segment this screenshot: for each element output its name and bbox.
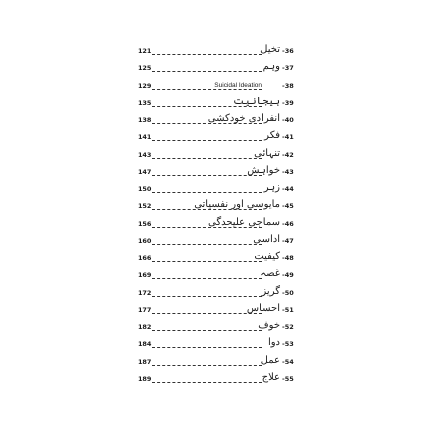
toc-page-number: 125 [138, 64, 152, 73]
toc-page-number: 187 [138, 357, 152, 366]
toc-entry-title: کیفیت [254, 251, 280, 262]
toc-entry [0, 44, 430, 61]
toc-leader-line [152, 347, 262, 348]
toc-page-number: 152 [138, 202, 152, 211]
toc-leader-line [152, 365, 262, 366]
toc-entry [0, 182, 430, 199]
toc-entry-number: -40 [282, 116, 294, 124]
toc-entry-title: زہر [263, 182, 280, 193]
toc-entry-number: -55 [282, 374, 294, 383]
toc-page-number: 129 [138, 81, 152, 90]
toc-entry-title: سماجی علیحدگی [208, 216, 280, 228]
toc-entry [0, 337, 430, 354]
toc-entry [0, 355, 430, 372]
toc-page-number: 156 [138, 219, 152, 228]
toc-leader-line [152, 175, 262, 176]
toc-entry-number: -39 [282, 98, 294, 107]
toc-entry [0, 234, 430, 251]
toc-entry [0, 286, 430, 303]
toc-page-number: 166 [138, 254, 152, 262]
toc-entry-title: ہیجانیت [233, 95, 280, 107]
toc-entry [0, 79, 430, 96]
toc-entry-number: -47 [282, 236, 294, 245]
toc-leader-line [152, 278, 262, 279]
toc-page-number: 189 [138, 374, 152, 383]
toc-entry [0, 251, 430, 268]
toc-page-number: 150 [138, 185, 152, 193]
toc-page-number: 172 [138, 288, 152, 297]
toc-entry-number: -53 [282, 340, 294, 349]
toc-entry [0, 165, 430, 182]
toc-entry-number: -45 [282, 202, 294, 211]
toc-leader-line [152, 330, 262, 331]
toc-entry-title: اداسی [253, 233, 280, 245]
toc-entry-number: -44 [282, 185, 294, 193]
toc-entry-title: خواہش [247, 164, 280, 176]
toc-entry-title: انفرادی خودکشی [207, 113, 280, 124]
toc-entry-title: خوف [258, 320, 280, 331]
toc-page-number: 147 [138, 167, 152, 176]
toc-entry [0, 268, 430, 285]
toc-entry [0, 217, 430, 234]
toc-entry [0, 320, 430, 337]
toc-entry-title: وہم [262, 61, 280, 73]
toc-entry-number: -36 [282, 47, 294, 55]
toc-page-number: 177 [138, 305, 152, 314]
toc-page-number: 184 [138, 340, 152, 349]
toc-page-number: 182 [138, 323, 152, 331]
toc-entry-number: -50 [282, 288, 294, 297]
toc-page-number: 143 [138, 150, 152, 159]
toc-entry-number: -46 [282, 219, 294, 228]
toc-page-number: 160 [138, 236, 152, 245]
toc-entry [0, 303, 430, 320]
toc-entry-number: -48 [282, 254, 294, 262]
toc-leader-line [152, 71, 262, 72]
toc-entry [0, 372, 430, 389]
toc-entry-title: تخيل [260, 44, 280, 55]
toc-entry-number: -37 [282, 64, 294, 73]
toc-leader-line [152, 296, 262, 297]
toc-leader-line [152, 313, 262, 314]
toc-entry [0, 199, 430, 216]
toc-leader-line [152, 158, 262, 159]
toc-leader-line [152, 89, 262, 90]
toc-entry [0, 113, 430, 130]
toc-entry-title: فکر [264, 130, 280, 142]
toc-entry-title: عمل [260, 354, 280, 366]
toc-page-number: 138 [138, 116, 152, 124]
toc-page-number: 135 [138, 98, 152, 107]
toc-entry-number: -38 [282, 81, 294, 90]
toc-leader-line [152, 192, 262, 193]
toc-leader-line [152, 140, 262, 141]
toc-leader-line [152, 261, 262, 262]
toc-entry [0, 96, 430, 113]
toc-entry-number: -49 [282, 271, 294, 280]
toc-entry-title: غصہ [260, 268, 280, 280]
toc-page-number: 169 [138, 271, 152, 280]
toc-entry-title: دوا [267, 337, 280, 349]
toc-entry-title: تنہائی [254, 147, 280, 159]
toc-entry [0, 130, 430, 147]
toc-entry [0, 148, 430, 165]
toc-entry-number: -41 [282, 133, 294, 142]
table-of-contents [0, 44, 430, 389]
toc-entry-number: -54 [282, 357, 294, 366]
toc-entry-title: Suicidal Ideation [214, 81, 262, 89]
toc-page-number: 141 [138, 133, 152, 142]
toc-leader-line [152, 244, 262, 245]
toc-entry [0, 61, 430, 78]
toc-entry-title: مایوسی اور نفسیاتی [194, 199, 280, 211]
toc-leader-line [152, 382, 262, 383]
toc-page-number: 121 [138, 47, 152, 55]
toc-leader-line [152, 54, 262, 55]
toc-entry-number: -52 [282, 323, 294, 331]
toc-entry-title: احساس [246, 302, 280, 314]
toc-entry-number: -43 [282, 167, 294, 176]
toc-entry-title: علاج [261, 371, 280, 383]
toc-entry-number: -51 [282, 305, 294, 314]
toc-entry-title: گریز [261, 285, 280, 297]
toc-entry-number: -42 [282, 150, 294, 159]
